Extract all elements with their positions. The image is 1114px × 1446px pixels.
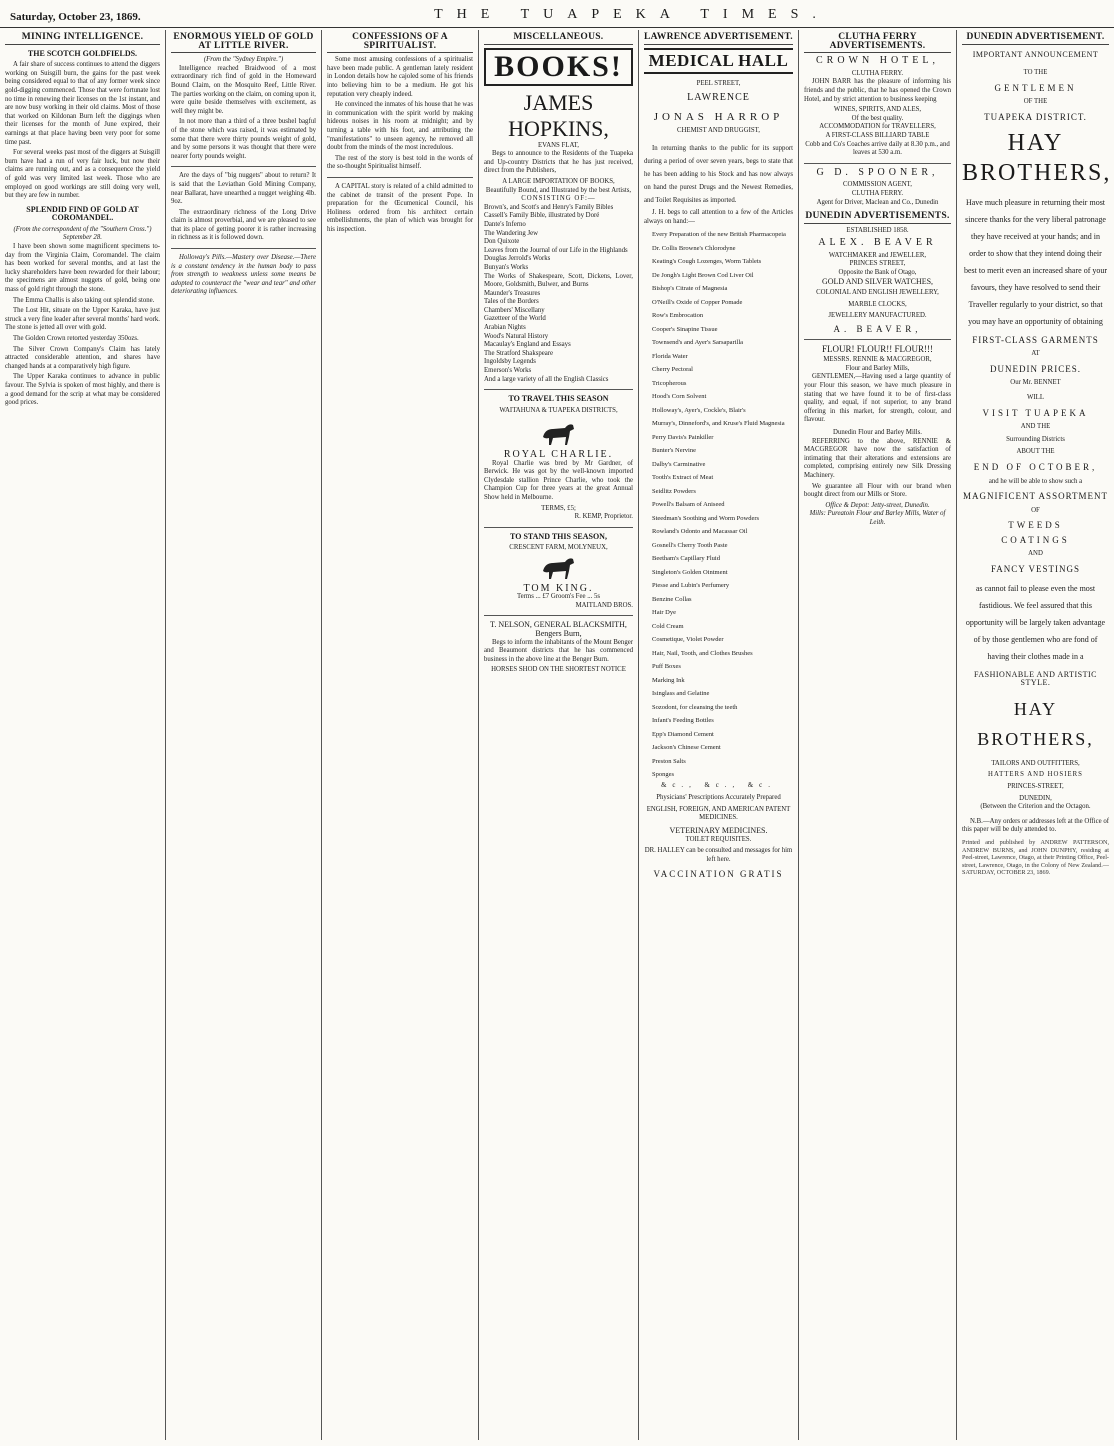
list-item: The Wandering Jew <box>484 229 539 237</box>
bennet-line: Our Mr. BENNET <box>1010 379 1061 387</box>
list-item: Tricopherous <box>652 379 687 387</box>
spiritualist-heading: CONFESSIONS OF A SPIRITUALIST. <box>327 33 473 53</box>
column-mining <box>0 30 166 1440</box>
column-lawrence <box>639 30 799 1440</box>
city-line: DUNEDIN, <box>1019 794 1052 802</box>
mining-paragraph: The Golden Crown retorted yesterday 350ozs. <box>13 335 139 342</box>
office-line: Office & Depot: Jetty-street, Dunedin. <box>825 501 930 509</box>
list-item: Gazetteer of the World <box>484 315 546 323</box>
books-endnote: And a large variety of all the English Classics <box>484 375 609 383</box>
mining-paragraph: The Silver Crown Company's Claim has lately attracted considerable attention, and shares have changed hands at a comparatively high figure. <box>5 345 160 370</box>
watches-line: GOLD AND SILVER WATCHES, <box>821 276 934 286</box>
spooner-place: CLUTHA FERRY. <box>851 189 904 197</box>
list-item: Holloway's, Ayer's, Cockle's, Blair's <box>652 406 746 414</box>
list-item: Puff Boxes <box>652 663 681 671</box>
coatings-line: COATINGS <box>1001 534 1070 545</box>
list-item: Brown's, and Scott's and Henry's Family Bibles <box>484 203 614 211</box>
list-item: Piesse and Lubin's Perfumery <box>652 582 730 590</box>
prescriptions-line: Physicians' Prescriptions Accurately Prepared <box>656 794 781 802</box>
list-item: Gosnell's Cherry Tooth Paste <box>652 541 728 549</box>
gentlemen-line: GENTLEMEN <box>994 82 1077 93</box>
colonial-jewellery-line: COLONIAL AND ENGLISH JEWELLERY, <box>816 289 939 297</box>
of-the-line: OF THE <box>1023 98 1048 106</box>
list-item: Maunder's Treasures <box>484 289 541 297</box>
list-item: Hood's Corn Solvent <box>652 393 707 401</box>
chemist-trade: CHEMIST AND DRUGGIST, <box>676 127 761 135</box>
established-line: ESTABLISHED 1858. <box>846 226 909 234</box>
list-item: Isinglass and Gelatine <box>652 690 710 698</box>
chemist-name: JONAS HARROP <box>653 110 784 123</box>
list-item: Infant's Feeding Bottles <box>652 717 714 725</box>
chemist-attention: J. H. begs to call attention to a few of the Articles always on hand:— <box>644 208 793 225</box>
spooner-name: G D. SPOONER, <box>816 166 939 178</box>
divider <box>484 615 633 616</box>
toilet-line: TOILET REQUISITES. <box>685 835 752 843</box>
list-item: Dr. Collis Browne's Chlorodyne <box>652 244 736 252</box>
list-item: Perry Davis's Painkiller <box>652 433 714 441</box>
article-paragraph: Intelligence reached Braidwood of a most extraordinary rich find of gold in the Homeward Bound Claim, on the Mosquito Reef, Little River. The parties working on the claim, on coming upon it, were quite beside themselves with excitement, as well they might be. <box>171 64 316 115</box>
mining-paragraph: The Upper Karaka continues to advance in public favour. The Sylvia is spoken of most highly, and there is a good demand for the scrip at what may be considered good prices. <box>5 373 160 407</box>
between-line: (Between the Criterion and the Octagon. <box>980 803 1091 811</box>
list-item: Cooper's Sinapine Tissue <box>652 325 718 333</box>
hopkins-intro: Begs to announce to the Residents of the Tuapeka and Up-country Districts that he has just received, direct from the Publishers, <box>484 150 633 175</box>
import-line: A LARGE IMPORTATION OF BOOKS, <box>502 177 615 185</box>
garments-line: FIRST-CLASS GARMENTS <box>972 334 1099 345</box>
vet-line: VETERINARY MEDICINES. <box>669 826 768 836</box>
list-item: Hair Dye <box>652 609 677 617</box>
mills-text: REFERRING to the above, RENNIE & MACGREGOR have now the satisfaction of intimating that their alterations and extensions are completed, comprising entirely new Silk Dressing Machinery. <box>804 437 951 479</box>
lawrence-heading: LAWRENCE ADVERTISEMENT. <box>644 33 793 45</box>
visit-line: VISIT TUAPEKA <box>982 407 1089 418</box>
stand-figure <box>484 553 633 585</box>
list-item: Dante's Inferno <box>484 220 526 228</box>
prices-line: DUNEDIN PRICES. <box>989 363 1081 374</box>
list-item: Row's Embrocation <box>652 312 704 320</box>
nb-note: N.B.—Any orders or addresses left at the Office of this paper will be duly attended to. <box>962 817 1109 834</box>
books-banner: BOOKS! <box>484 48 633 86</box>
smith-footer: HORSES SHOD ON THE SHORTEST NOTICE <box>491 666 626 674</box>
hatters-line: HATTERS AND HOSIERS <box>988 771 1083 779</box>
divider <box>171 166 316 167</box>
tailors-line: TAILORS AND OUTFITTERS, <box>991 759 1080 767</box>
article-paragraph: The rest of the story is best told in the words of the so-thought Spiritualist himself. <box>327 154 473 171</box>
list-item: Every Preparation of the new British Pharmacopeia <box>652 231 786 239</box>
consisting-line: CONSISTING OF:— <box>521 195 596 203</box>
issue-date: Saturday, October 23, 1869. <box>10 11 141 23</box>
mining-paragraph: The Emma Challis is also taking out splendid stone. <box>13 296 155 304</box>
list-item: Cold Cream <box>652 622 684 630</box>
mining-paragraph: For several weeks past most of the diggers at Suisgill burn have had a run of very fair luck, but now their claims are running out, and as a consequence the yield of gold was very limited last week. Those who are employed on good workings are still doing very well, but they are few in number. <box>5 149 160 200</box>
medicines-line: ENGLISH, FOREIGN, AND AMERICAN PATENT MEDICINES. <box>646 805 791 822</box>
column-clutha <box>799 30 957 1440</box>
article-paragraph: He convinced the inmates of his house that he was in communication with the spirit world by making hideous noises in his room at midnight; and by turning a table with his foot, and attributing the "manifestations" to unseen agency, he removed all doubt from the minds of the most incredulous. <box>327 101 473 152</box>
list-item: Townsend's and Ayer's Sarsaparilla <box>652 339 744 347</box>
about-line: ABOUT THE <box>1016 448 1055 456</box>
divider <box>171 248 316 249</box>
misc-heading: MISCELLANEOUS. <box>484 33 633 45</box>
list-item: Epp's Diamond Cement <box>652 730 714 738</box>
list-item: Dalby's Carminative <box>652 460 706 468</box>
list-item: Hair, Nail, Tooth, and Clothes Brushes <box>652 649 753 657</box>
article-paragraph: Some most amusing confessions of a spiritualist have been made public. A gentleman lately resident in London details how he cajoled some of his friends into believing him to be a medium. He got his reputation very cheaply indeed. <box>327 56 473 98</box>
hopkins-name: JAMES HOPKINS, <box>508 89 609 141</box>
column-dunedin <box>957 30 1114 1440</box>
gold-yield-heading: ENORMOUS YIELD OF GOLD AT LITTLE RIVER. <box>171 33 316 53</box>
list-item: Bunter's Nervine <box>652 447 696 455</box>
column-spiritualist <box>322 30 479 1440</box>
hall-street: PEEL STREET, <box>696 79 741 87</box>
scotch-goldfields-heading: THE SCOTCH GOLDFIELDS. <box>27 48 138 58</box>
list-item: Emerson's Works <box>484 367 532 375</box>
hall-town: LAWRENCE <box>687 92 750 104</box>
assortment-line: MAGNIFICENT ASSORTMENT <box>962 491 1109 502</box>
source-line: (From the correspondent of the "Southern Cross.") September 28. <box>13 225 152 242</box>
beaver-name: ALEX. BEAVER <box>818 237 937 249</box>
stand-horse-name: TOM KING. <box>523 582 594 594</box>
mining-heading: MINING INTELLIGENCE. <box>5 33 160 45</box>
list-item: Bishop's Citrate of Magnesia <box>652 285 728 293</box>
list-item: Singleton's Golden Ointment <box>652 568 728 576</box>
stand-owner: MAITLAND BROS. <box>575 601 633 609</box>
list-item: Macaulay's England and Essays <box>484 341 571 349</box>
to-the-line: TO THE <box>1023 69 1048 77</box>
list-item: Tooth's Extract of Meat <box>652 474 714 482</box>
horse-name: ROYAL CHARLIE. <box>503 449 614 460</box>
horse-terms: TERMS, £5; <box>541 504 576 512</box>
dunedin-heading: DUNEDIN ADVERTISEMENT. <box>962 33 1109 45</box>
travel-heading: TO TRAVEL THIS SEASON <box>508 394 609 404</box>
announcement-line: IMPORTANT ANNOUNCEMENT <box>972 49 1099 59</box>
dunedin-ads-heading: DUNEDIN ADVERTISEMENTS. <box>804 212 951 224</box>
list-item: Benzine Collas <box>652 595 692 603</box>
mills-heading: Dunedin Flour and Barley Mills. <box>833 428 922 436</box>
page-columns <box>0 30 1114 1440</box>
of-line: OF <box>1031 506 1040 514</box>
smith-name: T. NELSON, GENERAL BLACKSMITH, Bengers Burn, <box>490 620 627 638</box>
spooner-agent: Agent for Driver, Maclean and Co., Dunedin <box>816 198 939 206</box>
column-gold-yield <box>166 30 322 1440</box>
list-item: Chambers' Miscellany <box>484 306 545 314</box>
beaver-trade: WATCHMAKER and JEWELLER, <box>828 251 927 259</box>
printer-imprint: Printed and published by ANDREW PATTERSON, ANDREW BURNS, and JOHN DUNPHY, residing at Peel-street, Lawrence, Otago, at their Printing Office, Peel-street, Lawrence, Otago, in the Colony of New Zealand.—SATURDAY, OCTOBER 23, 1869. <box>962 839 1109 877</box>
jewellery-manufactured-line: JEWELLERY MANUFACTURED. <box>828 312 927 320</box>
smith-text: Begs to inform the inhabitants of the Mount Benger and Beaumont districts that he has commenced business in the above line at the Benger Burn. <box>484 638 633 663</box>
list-item: Keating's Cough Lozenges, Worm Tablets <box>652 258 762 266</box>
list-item: Cosmetique, Violet Powder <box>652 636 724 644</box>
list-item: De Jongh's Light Brown Cod Liver Oil <box>652 271 754 279</box>
vaccination-line: VACCINATION GRATIS <box>653 869 784 880</box>
at-line: AT <box>1031 350 1040 358</box>
divider <box>484 389 633 390</box>
horse-description: Royal Charlie was bred by Mr Gardner, of Berwick. He was got by the well-known imported Clydesdale stallion Prince Charlie, who took the Champion Cup for three years at the great Annual Show held in Melbourne. <box>484 459 633 501</box>
consult-line: DR. HALLEY can be consulted and messages for him left here. <box>644 847 793 863</box>
list-item: Arabian Nights <box>484 324 526 332</box>
divider <box>804 163 951 164</box>
stand-heading: TO STAND THIS SEASON, <box>510 531 607 541</box>
stand-place: CRESCENT FARM, MOLYNEUX, <box>509 544 608 552</box>
quality-line: Of the best quality. <box>851 114 904 122</box>
newspaper-title: THE TUAPEKA TIMES. <box>434 7 830 22</box>
list-item: Steedman's Soothing and Worm Powders <box>652 514 760 522</box>
mining-paragraph: A fair share of success continues to attend the diggers working on Suisgill burn, the gains for the past week being considered equal to that of any former week since gold-digging commenced. Those that were fortunate lost no time in renewing their licenses on the 1st instant, and are now busy working in their old claims. Most of those that worked on Kildonan Burn left the diggings when their licenses for the month of June expired, their earnings at that place having been very poor for some time past. <box>5 61 160 146</box>
list-item: Leaves from the Journal of our Life in the Highlands <box>484 246 628 254</box>
hay-brothers-footer: HAY BROTHERS, <box>977 698 1094 749</box>
fashion-line: FASHIONABLE AND ARTISTIC STYLE. <box>974 669 1097 688</box>
list-item: Tales of the Borders <box>484 298 539 306</box>
street-line: PRINCES-STREET, <box>1007 783 1064 791</box>
flour-banner: FLOUR! FLOUR!! FLOUR!!! <box>822 343 933 354</box>
chemist-thanks: In returning thanks to the public for its support during a period of over seven years, begs to state that he has been adding to his Stock and has now always on hand the purest Drugs and the Newest Remedies, and Toilet Requisites as imported. <box>644 144 793 204</box>
stand-terms: Terms ... £7 Groom's Fee ... 5s <box>516 593 601 601</box>
clutha-heading: CLUTHA FERRY ADVERTISEMENTS. <box>804 33 951 53</box>
divider <box>804 339 951 340</box>
etc-line: &c., &c., &c. <box>661 781 776 789</box>
list-item: Don Quixote <box>484 238 520 246</box>
masthead <box>0 0 1114 28</box>
mining-paragraph: I have been shown some magnificent specimens to-day from the Virginia Claim, Coromandel. The claim has been worked for several months, and at last the lucky shareholders have been rewarded for their labour; the specimens are almost nuggets of gold, being one mass of gold right through the stone. <box>5 243 160 294</box>
hopkins-place: EVANS FLAT, <box>538 141 579 149</box>
hotel-text: JOHN BARR has the pleasure of informing his friends and the public, that he has opened the Crown Hotel, and by strict attention to business keeping <box>804 78 951 103</box>
list-item: Douglas Jerrold's Works <box>484 255 551 263</box>
show-line: and he will be able to show such a <box>988 477 1083 485</box>
list-item: Seidlitz Powders <box>652 487 696 495</box>
list-item: Murray's, Dinneford's, and Kruse's Fluid Magnesia <box>652 420 785 428</box>
column-miscellaneous <box>479 30 639 1440</box>
clocks-line: MARBLE CLOCKS, <box>848 300 907 308</box>
end-october-line: END OF OCTOBER, <box>973 461 1098 472</box>
guarantee-text: We guarantee all Flour with our brand when bought direct from our Mills or Store. <box>804 482 951 499</box>
and-line: AND <box>1028 550 1043 558</box>
accommodation-line: ACCOMMODATION for TRAVELLERS, <box>819 123 936 131</box>
list-item: Rowland's Odonto and Macassar Oil <box>652 528 748 536</box>
rennie-name: MESSRS. RENNIE & MACGREGOR, <box>823 356 932 364</box>
list-item: Powell's Balsam of Aniseed <box>652 501 725 509</box>
mining-paragraph: The Lost Hit, situate on the Upper Karaka, have just struck a very fine leader after several months' hard work. The stone is jetted all over with gold. <box>5 307 160 332</box>
illus-line: Beautifully Bound, and Illustrated by the best Artists, <box>485 186 632 194</box>
article-paragraph: The extraordinary richness of the Long Drive claim is almost proverbial, and we are pleased to see that its place of getting poorer it is rather increasing in richness as it is followed down. <box>171 208 316 242</box>
will-line: WILL <box>1027 393 1044 401</box>
travel-districts: WAITAHUNA & TUAPEKA DISTRICTS, <box>499 406 618 414</box>
book-list <box>484 204 633 376</box>
rennie-sub: Flour and Barley Mills, <box>845 364 910 372</box>
list-item: Cassell's Family Bible, illustrated by Doré <box>484 212 600 220</box>
hay-brothers-title: HAY BROTHERS, <box>962 129 1112 186</box>
article-paragraph: Are the days of "big nuggets" about to return? It is said that the Leviathan Gold Mining Company, near Ballarat, have unearthed a nugget weighing 4lb. 9oz. <box>171 172 316 206</box>
stallion-figure <box>484 419 633 451</box>
coromandel-heading: SPLENDID FIND OF GOLD AT COROMANDEL. <box>26 204 139 223</box>
coaches-line: Cobb and Co's Coaches arrive daily at 8.30 p.m., and leaves at 530 a.m. <box>805 140 950 157</box>
beaver-signature: A. BEAVER, <box>833 324 922 335</box>
holloway-ad: Holloway's Pills.—Mastery over Disease.—There is a constant tendency in the human body to pass from strength to weakness unless some means be adopted to counteract the "wear and tear" and other deteriorating influences. <box>171 254 316 296</box>
list-item: Ingoldsby Legends <box>484 358 536 366</box>
tweeds-line: TWEEDS <box>1008 520 1063 531</box>
vestings-line: FANCY VESTINGS <box>990 564 1081 575</box>
list-item: Marking Ink <box>652 676 685 684</box>
article-paragraph: In not more than a third of a three bushel bagful of the stone which was raised, it was estimated by some that there were thirty pounds weight of gold, and by some persons it was thought that there were nearer forty pounds weight. <box>171 118 316 160</box>
list-item: Preston Salts <box>652 757 686 765</box>
list-item: Jackson's Chinese Cement <box>652 744 721 752</box>
list-item: Beetham's Capillary Fluid <box>652 555 720 563</box>
beaver-street: PRINCES STREET, <box>849 260 906 268</box>
article-paragraph: A CAPITAL story is related of a child admitted to the cabinet de transit of the present Pope. In preparation for the Œcumenical Council, his Holiness ordered from his architect certain embellishments, the plan of which was brought for his inspection. <box>327 182 473 233</box>
divider <box>327 177 473 178</box>
list-item: O'Neill's Oxide of Copper Pomade <box>652 298 743 306</box>
wines-line: WINES, SPIRITS, AND ALES, <box>833 106 922 114</box>
hotel-place: CLUTHA FERRY. <box>851 69 904 77</box>
district-line: TUAPEKA DISTRICT. <box>984 111 1087 122</box>
list-item: The Stratford Shakspeare <box>484 349 554 357</box>
horse-owner: R. KEMP, Proprietor. <box>574 513 633 521</box>
list-item: Florida Water <box>652 352 688 360</box>
list-item: Sponges <box>652 771 675 779</box>
rennie-text: GENTLEMEN,—Having used a large quantity of your Flour this season, we have much pleasure in stating that we have found it to be of first-class quality, and equal, if not superior, to any brand offering in this market, for strength, colour, and flavour. <box>804 373 951 424</box>
surrounding-line: Surrounding Districts <box>1006 435 1065 443</box>
and-the-line: AND THE <box>1020 423 1051 431</box>
list-item: Sozodont, for cleansing the teeth <box>652 703 738 711</box>
divider <box>484 527 633 528</box>
billiard-line: A FIRST-CLASS BILLIARD TABLE <box>825 131 930 139</box>
horse-icon <box>539 553 579 581</box>
fastidious-text: as cannot fail to please even the most fastidious. We feel assured that this opportunity will be largely taken advantage of by those gentlemen who are fond of having their clothes made in a <box>965 583 1106 661</box>
medical-hall-title: MEDICAL HALL <box>644 48 793 74</box>
beaver-opposite: Opposite the Bank of Otago, <box>838 269 917 277</box>
mills-footer: Mills: Pureatoin Flour and Barley Mills, Water of Leith. <box>809 510 946 526</box>
list-item: The Works of Shakespeare, Scott, Dickens, Lover, Moore, Goldsmith, Bulwer, and Burns <box>484 272 633 289</box>
hay-body: Have much pleasure in returning their most sincere thanks for the very liberal patronage they have received at your hands; and in order to show that they intend doing their best to merit even an increased share of your favours, they have resolved to send their Traveller regularly to your district, so that you may have an opportunity of obtaining <box>963 197 1108 326</box>
spooner-trade: COMMISSION AGENT, <box>843 181 912 189</box>
source-line: (From the "Sydney Empire.") <box>203 56 284 64</box>
list-item: Bunyan's Works <box>484 263 529 271</box>
crown-hotel-title: CROWN HOTEL, <box>816 55 939 67</box>
product-list <box>644 228 793 782</box>
horse-icon <box>539 419 579 447</box>
list-item: Cherry Pectoral <box>652 366 693 374</box>
list-item: Wood's Natural History <box>484 332 549 340</box>
